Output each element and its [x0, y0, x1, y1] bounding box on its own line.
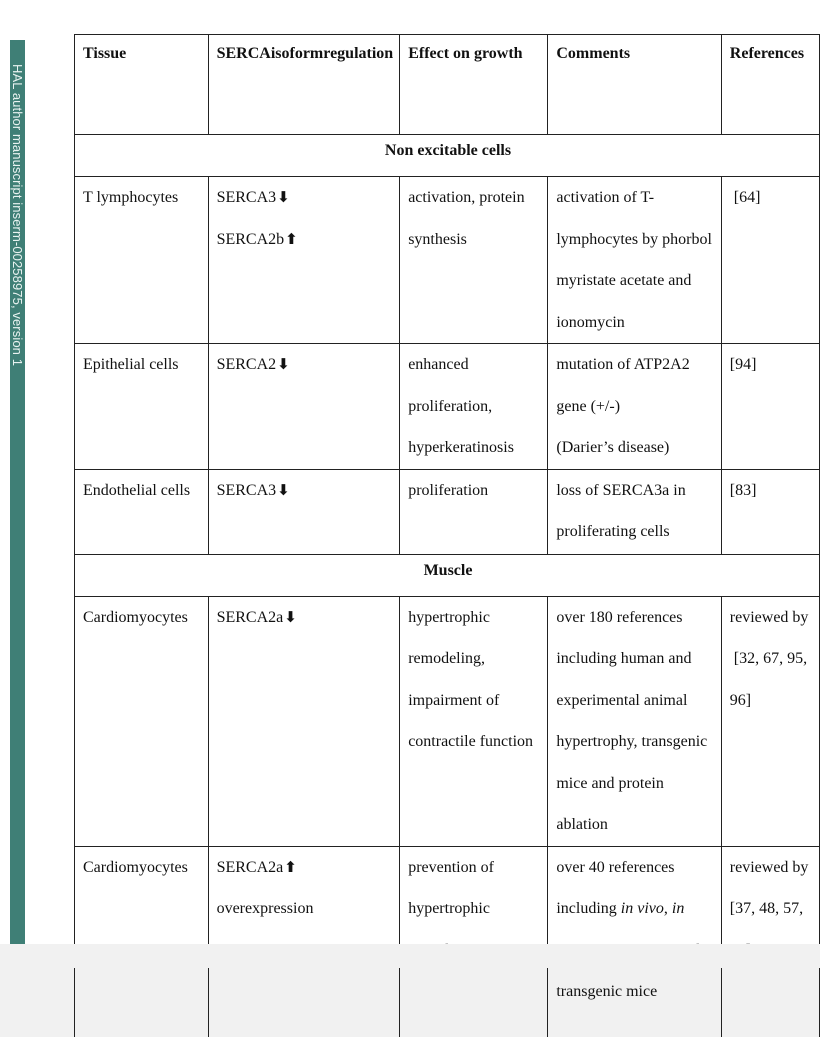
hal-sidebar-text: HAL author manuscript inserm-00258975, version 1: [10, 64, 25, 367]
arrow-up-icon: ⬆: [284, 857, 297, 876]
page-bottom-margin: [0, 944, 820, 968]
section-row: [75, 135, 820, 177]
table-header-row: [75, 35, 820, 135]
cell-effect: [400, 344, 548, 470]
cell-line: remodeling,: [408, 650, 486, 667]
cell-line: over 40 references: [556, 858, 675, 876]
cell-line: proliferation: [408, 481, 489, 499]
serca-isoform-entry: [217, 219, 394, 261]
cell-serca-isoform: [208, 344, 400, 470]
cell-line: reviewed by: [729, 608, 809, 626]
header-line: SERCA: [216, 45, 271, 62]
cell-line: gene (+/-): [556, 397, 621, 415]
section-title: Non excitable cells: [75, 135, 820, 177]
header-line: Effect on growth: [408, 45, 523, 62]
cell-serca-isoform: [208, 469, 400, 554]
cell-line: synthesis: [408, 230, 467, 248]
cell-line: [64]: [729, 189, 761, 206]
cell-references: [721, 596, 819, 846]
cell-serca-isoform: [208, 177, 400, 344]
serca-isoform-name: SERCA3: [216, 481, 277, 499]
cell-effect: [400, 177, 548, 344]
cell-line: mice and protein ablation: [556, 774, 664, 833]
cell-tissue: [75, 596, 209, 846]
cell-line: experimental animal: [556, 691, 688, 709]
cell-comments: [548, 344, 721, 470]
cell-line: Endothelial cells: [83, 481, 191, 499]
cell-line: Cardiomyocytes: [83, 858, 188, 876]
cell-line: proliferation,: [408, 397, 493, 415]
cell-line: (Darier’s disease): [556, 439, 670, 456]
cell-line: transgenic mice: [556, 983, 658, 1000]
cell-line: loss of SERCA3a in: [556, 481, 686, 499]
header-line: Tissue: [83, 45, 127, 62]
header-line: regulation: [323, 45, 394, 62]
arrow-down-icon: ⬇: [277, 355, 290, 373]
header-line: Comments: [556, 45, 631, 62]
serca-table: [74, 34, 820, 1037]
serca-isoform-entry: [217, 597, 394, 639]
cell-references: [721, 177, 819, 344]
arrow-down-icon: ⬇: [284, 607, 297, 626]
cell-line: hypertrophic: [408, 608, 490, 626]
table-row: [75, 469, 820, 554]
serca-isoform-name: SERCA2a: [216, 858, 284, 876]
serca-isoform-entry: [217, 344, 394, 386]
cell-line: Epithelial cells: [83, 356, 179, 373]
table-row: [75, 596, 820, 846]
serca-isoform-name: SERCA2b: [216, 230, 285, 248]
header-references: [721, 35, 819, 135]
cell-effect: [400, 846, 548, 1037]
cell-line: contractile function: [408, 733, 534, 750]
cell-line: lymphocytes by phorbol: [556, 230, 712, 248]
serca-isoform-entry: [217, 470, 394, 512]
cell-serca-isoform: [208, 596, 400, 846]
header-line: isoform: [270, 45, 324, 62]
cell-line: [32, 67, 95,: [729, 650, 808, 667]
cell-line: including human and: [556, 650, 692, 667]
cell-references: [721, 846, 819, 1037]
table-row: [75, 344, 820, 470]
cell-references: [721, 344, 819, 470]
serca-isoform-name: SERCA3: [216, 189, 277, 206]
serca-isoform-entry: [217, 847, 394, 889]
arrow-down-icon: ⬇: [277, 188, 290, 206]
cell-comments: [548, 469, 721, 554]
cell-comments: [548, 846, 721, 1037]
cell-line: myristate acetate and: [556, 272, 692, 289]
cell-line: hyperkeratinosis: [408, 439, 514, 456]
header-effect: [400, 35, 548, 135]
cell-effect: [400, 596, 548, 846]
cell-line: hypertrophic: [408, 900, 490, 917]
cell-line: impairment of: [408, 691, 500, 709]
cell-line: hypertrophy, transgenic: [556, 733, 708, 750]
cell-line: ionomycin: [556, 313, 625, 331]
cell-line: [94]: [729, 356, 757, 373]
table-row: [75, 846, 820, 1037]
cell-line: reviewed by: [729, 858, 809, 876]
cell-references: [721, 469, 819, 554]
serca-isoform-name: SERCA2: [216, 356, 277, 373]
cell-line: including in vivo, in: [556, 900, 685, 917]
cell-line: activation of T-: [556, 189, 655, 206]
serca-isoform-name: SERCA2a: [216, 608, 284, 626]
serca-isoform-entry: [217, 177, 394, 219]
cell-comments: [548, 596, 721, 846]
cell-line: T lymphocytes: [83, 189, 179, 206]
header-serca-isoform: [208, 35, 400, 135]
cell-tissue: [75, 469, 209, 554]
cell-line: mutation of ATP2A2: [556, 356, 690, 373]
serca-isoform-entry: [217, 888, 394, 930]
section-row: [75, 554, 820, 596]
section-title: Muscle: [75, 554, 820, 596]
header-line: References: [729, 45, 805, 62]
cell-serca-isoform: [208, 846, 400, 1037]
cell-line: [37, 48, 57,: [729, 900, 804, 917]
cell-line: [83]: [729, 481, 757, 499]
header-tissue: [75, 35, 209, 135]
cell-line: activation, protein: [408, 189, 525, 206]
cell-line: enhanced: [408, 356, 469, 373]
header-comments: [548, 35, 721, 135]
cell-tissue: [75, 846, 209, 1037]
cell-comments: [548, 177, 721, 344]
cell-line: Cardiomyocytes: [83, 608, 188, 626]
hal-sidebar: [10, 40, 25, 944]
cell-line: 96]: [729, 691, 752, 709]
serca-isoform-name: overexpression: [216, 900, 314, 917]
arrow-down-icon: ⬇: [277, 480, 290, 499]
cell-tissue: [75, 344, 209, 470]
table-row: [75, 177, 820, 344]
cell-line: prevention of: [408, 858, 494, 876]
cell-line: over 180 references: [556, 608, 683, 626]
arrow-up-icon: ⬆: [285, 229, 298, 248]
cell-effect: [400, 469, 548, 554]
cell-line: proliferating cells: [556, 523, 670, 540]
cell-tissue: [75, 177, 209, 344]
